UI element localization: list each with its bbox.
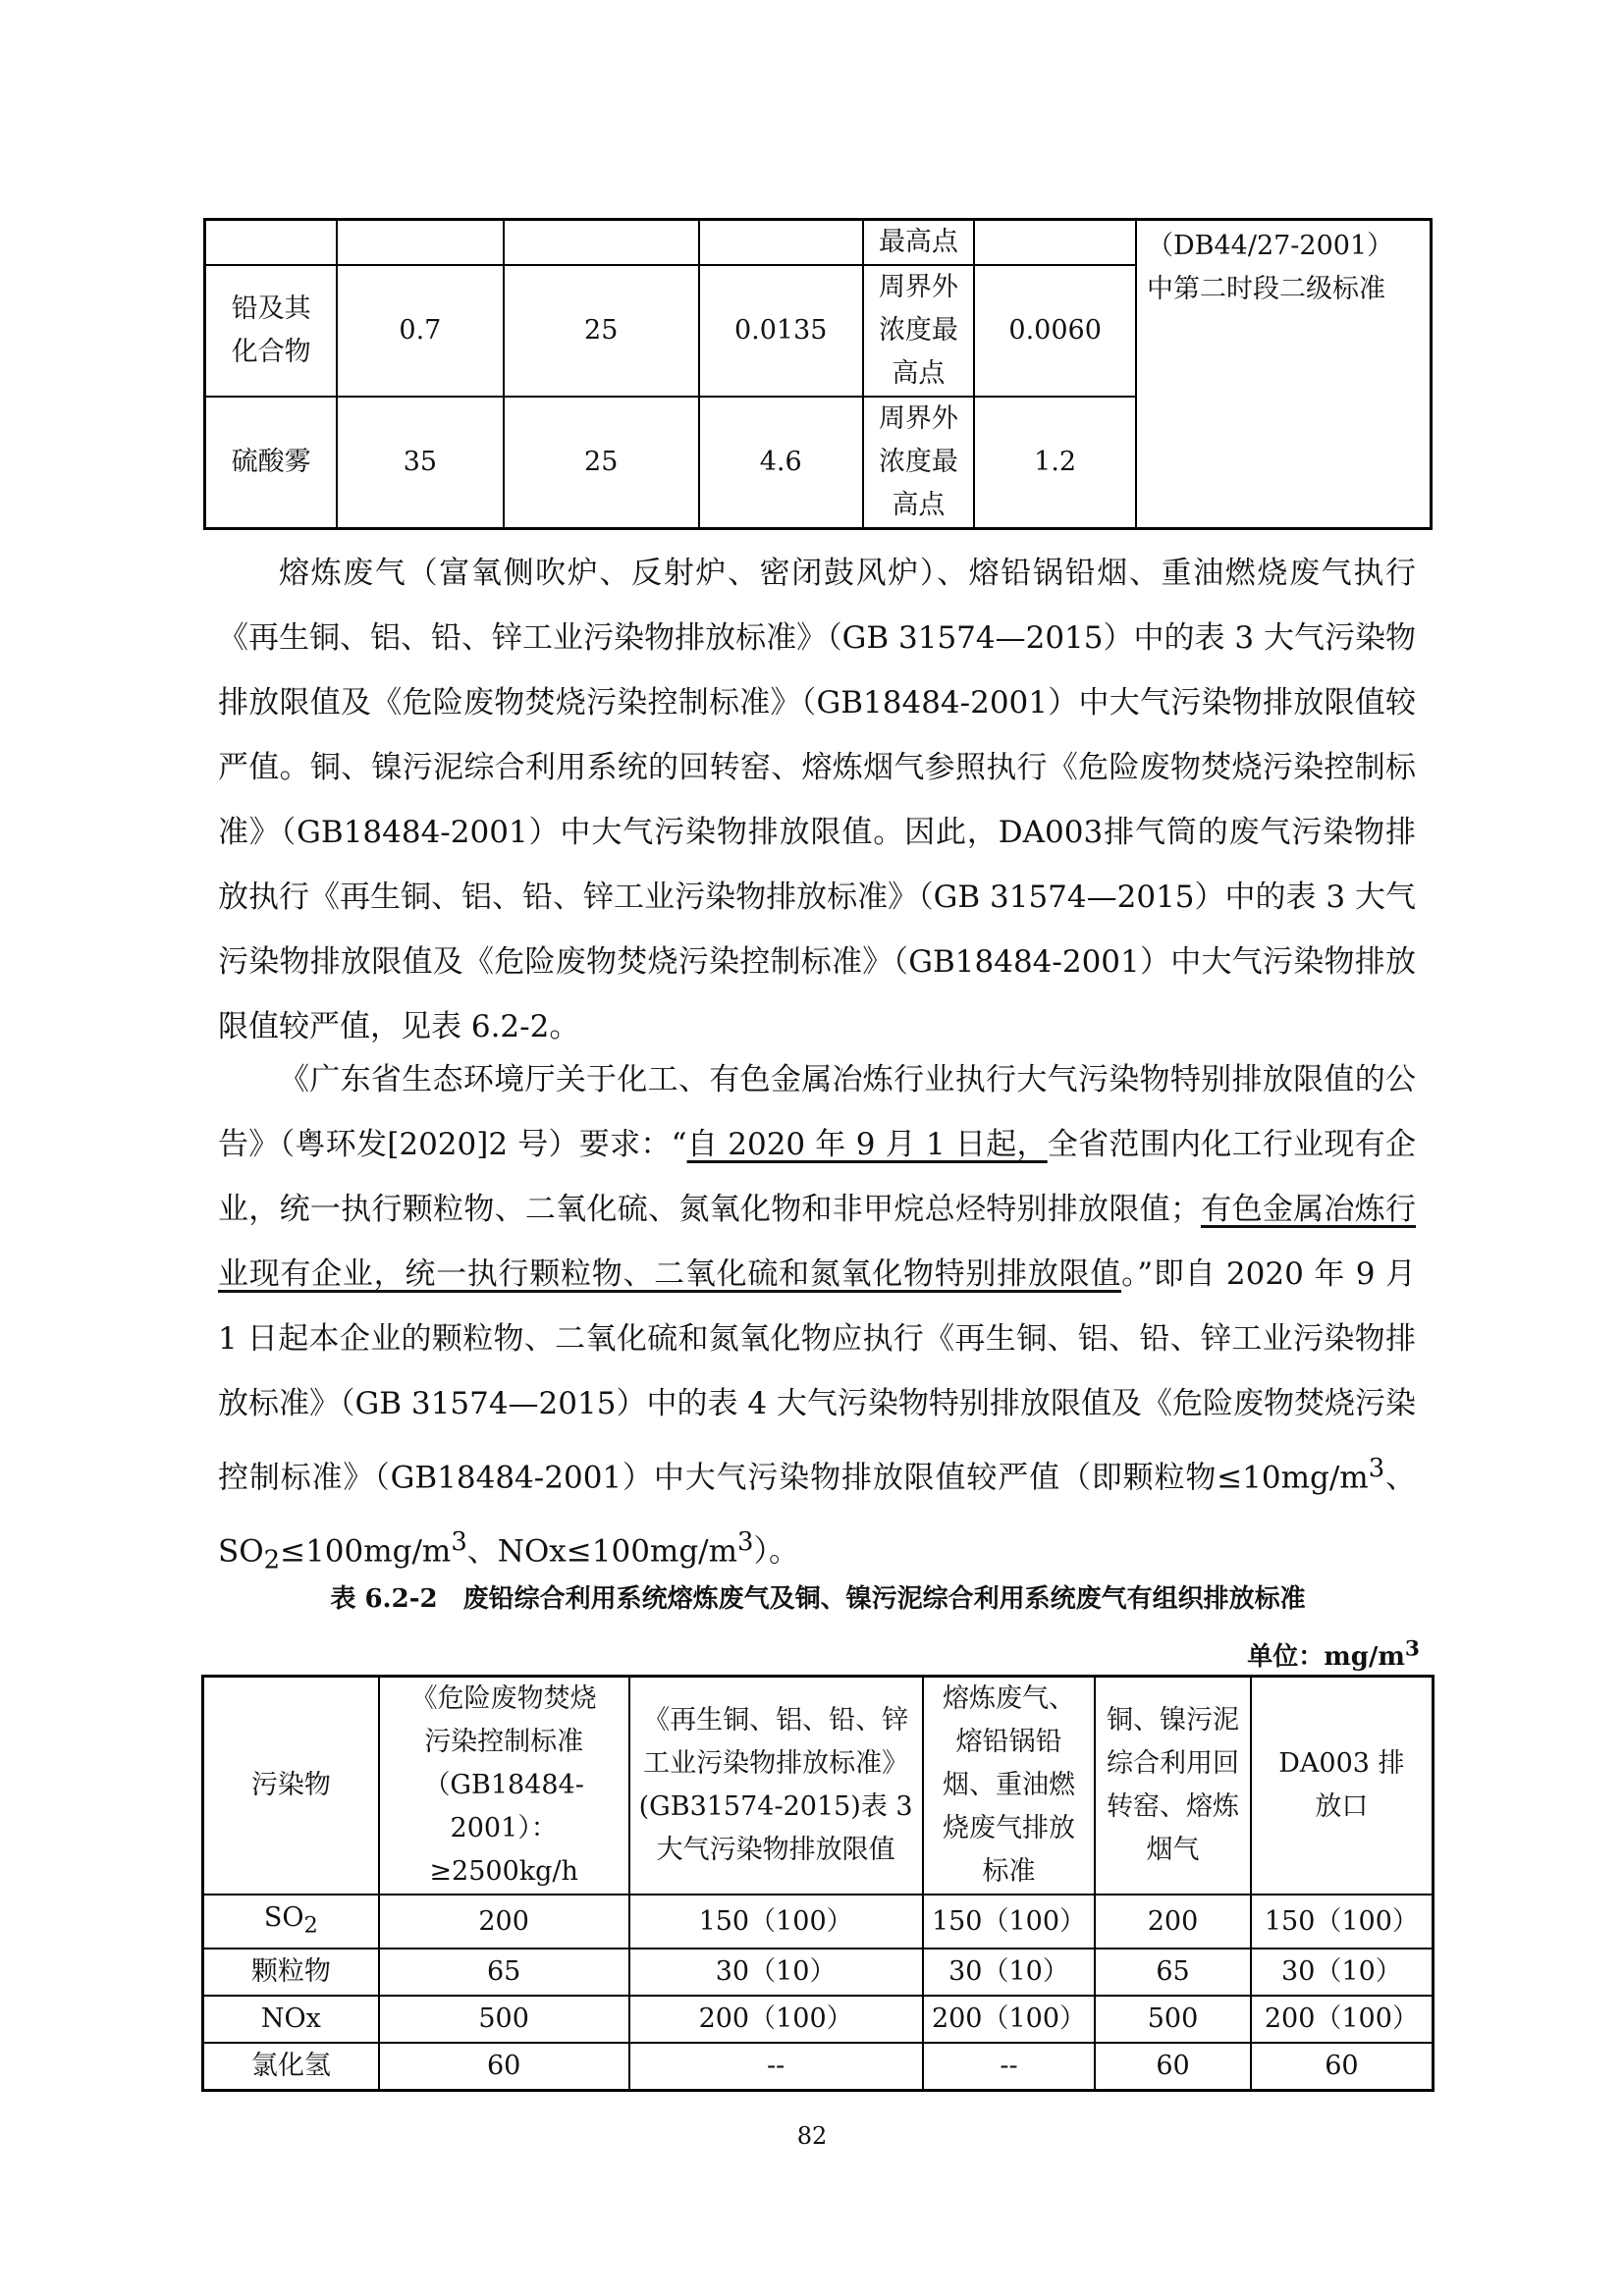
- table-1-continuation: [203, 218, 1433, 530]
- header-cell: DA003 排放口: [1251, 1677, 1434, 1896]
- underlined-text: 自 2020 年 9 月 1 日起，: [686, 1127, 1048, 1162]
- table-caption: 表 6.2-2 废铅综合利用系统熔炼废气及铜、镍污泥综合利用系统废气有组织排放标准: [330, 1584, 1306, 1614]
- table-cell: 200（100）: [923, 1996, 1096, 2043]
- paragraph-text: 熔炼废气（富氧侧吹炉、反射炉、密闭鼓风炉）、熔铅锅铅烟、重油燃烧废气执行《再生铜、铝、铅、锌工业污染物排放标准》（GB 31574—2015）中的表 3 大气污染物排放限值及《危险废物焚烧污染控制标准》（GB18484-2001）中大气污染物排放限值较严值。铜、镍污泥综合利用系统的回转窑、熔炼烟气参照执行《危险废物焚烧污染控制标准》（GB18484-2001）中大气污染物排放限值。因此，DA003排气筒的废气污染物排放执行《再生铜、铝、铅、锌工业污染物排放标准》（GB 31574—2015）中的表 3 大气污染物排放限值及《危险废物焚烧污染控制标准》（GB18484-2001）中大气污染物排放限值较严值，见表 6.2-2。: [218, 556, 1416, 1044]
- table-cell: 30（10）: [1251, 1949, 1434, 1996]
- text-run: 《广东省生态环境厅关于化工、有色金属冶炼行业执行大气污染物特别排放限值的公告》（粤环发[2020]2 号）要求：“: [218, 1062, 1416, 1162]
- table-cell: --: [629, 2043, 923, 2091]
- superscript: 3: [1368, 1454, 1385, 1483]
- table-cell: 200（100）: [629, 1996, 923, 2043]
- pollutant-cell: NOx: [203, 1996, 379, 2043]
- table-cell: 4.6: [699, 397, 863, 529]
- paragraph-text: [218, 1047, 1416, 1593]
- pollutant-cell: 铅及其化合物: [205, 265, 338, 397]
- table-cell: 200（100）: [1251, 1996, 1434, 2043]
- pollutant-cell: 硫酸雾: [205, 397, 338, 529]
- table-row: [205, 220, 1432, 266]
- table-cell: 60: [1095, 2043, 1251, 2091]
- table-cell: 60: [379, 2043, 629, 2091]
- text-run: 。”即自 2020 年 9 月 1 日起本企业的颗粒物、二氧化硫和氮氧化物应执行《再生铜、铝、铅、锌工业污染物排放标准》（GB 31574—2015）中的表 4 大气污染物特别排放限值及《危险废物焚烧污染控制标准》（GB18484-2001）中大气污染物排放限值较严值（即颗粒物≤10mg/m: [218, 1256, 1416, 1496]
- text-run: ≤100mg/m: [280, 1533, 452, 1570]
- table-cell: 1.2: [974, 397, 1136, 529]
- table-cell: 0.0060: [974, 265, 1136, 397]
- table-cell: 150（100）: [629, 1895, 923, 1949]
- pollutant-name: SO: [263, 1902, 304, 1933]
- text-run: 全省范围内化工行业现有企业，统一执行颗粒物、二氧化硫、氮氧化物和非甲烷总烃特别排放限值；: [218, 1127, 1416, 1227]
- text-run: 、NOx≤100mg/m: [466, 1533, 738, 1570]
- table-cell: 500: [1095, 1996, 1251, 2043]
- text-run: ）。: [753, 1533, 799, 1570]
- table-cell: [504, 220, 699, 266]
- unit-text: 单位：mg/m: [1247, 1642, 1405, 1672]
- table-cell: 25: [504, 397, 699, 529]
- header-cell: 《再生铜、铝、铅、锌工业污染物排放标准》(GB31574-2015)表 3 大气污染物排放限值: [629, 1677, 923, 1896]
- superscript: 3: [1404, 1636, 1420, 1662]
- header-cell: 污染物: [203, 1677, 379, 1896]
- superscript: 3: [451, 1527, 467, 1558]
- table-cell: 65: [379, 1949, 629, 1996]
- table-cell: 35: [337, 397, 503, 529]
- standard-cell: （DB44/27-2001）中第二时段二级标准: [1136, 220, 1432, 529]
- table-cell: [205, 220, 338, 266]
- table-cell: 200: [1095, 1895, 1251, 1949]
- table-cell: 0.7: [337, 265, 503, 397]
- table-cell: 最高点: [863, 220, 975, 266]
- table-cell: 周界外浓度最高点: [863, 265, 975, 397]
- table-cell: [699, 220, 863, 266]
- table-row: [203, 1996, 1434, 2043]
- table-cell: 500: [379, 1996, 629, 2043]
- pollutant-cell: [203, 1895, 379, 1949]
- table-cell: 周界外浓度最高点: [863, 397, 975, 529]
- table-row: [203, 2043, 1434, 2091]
- unit-label: [1247, 1636, 1420, 1673]
- table-cell: 60: [1251, 2043, 1434, 2091]
- pollutant-cell: 氯化氢: [203, 2043, 379, 2091]
- pollutant-cell: 颗粒物: [203, 1949, 379, 1996]
- table-cell: 150（100）: [1251, 1895, 1434, 1949]
- table-cell: 30（10）: [923, 1949, 1096, 1996]
- underlined-text: 有色金属冶炼行业现有企业，统一执行颗粒物、二氧化硫和氮氧化物特别排放限值: [218, 1192, 1417, 1292]
- paragraph-2: [218, 1047, 1416, 1593]
- table-cell: 25: [504, 265, 699, 397]
- table-cell: 200: [379, 1895, 629, 1949]
- header-cell: 铜、镍污泥综合利用回转窑、熔炼烟气: [1095, 1677, 1251, 1896]
- paragraph-1: [218, 541, 1416, 1059]
- subscript: 2: [303, 1912, 318, 1939]
- table-cell: 150（100）: [923, 1895, 1096, 1949]
- header-cell: 熔炼废气、熔铅锅铅烟、重油燃烧废气排放标准: [923, 1677, 1096, 1896]
- table-cell: [974, 220, 1136, 266]
- page-number: 82: [796, 2122, 828, 2150]
- text-run: 、SO: [218, 1460, 1416, 1570]
- table-cell: 0.0135: [699, 265, 863, 397]
- table-cell: 65: [1095, 1949, 1251, 1996]
- subscript: 2: [263, 1545, 281, 1575]
- table-row: [203, 1949, 1434, 1996]
- table-row: [203, 1895, 1434, 1949]
- table-cell: [337, 220, 503, 266]
- table-cell: --: [923, 2043, 1096, 2091]
- superscript: 3: [737, 1527, 754, 1558]
- header-cell: 《危险废物焚烧污染控制标准（GB18484-2001）：≥2500kg/h: [379, 1677, 629, 1896]
- table-cell: 30（10）: [629, 1949, 923, 1996]
- table-header-row: [203, 1677, 1434, 1896]
- table-6-2-2: [201, 1675, 1435, 2092]
